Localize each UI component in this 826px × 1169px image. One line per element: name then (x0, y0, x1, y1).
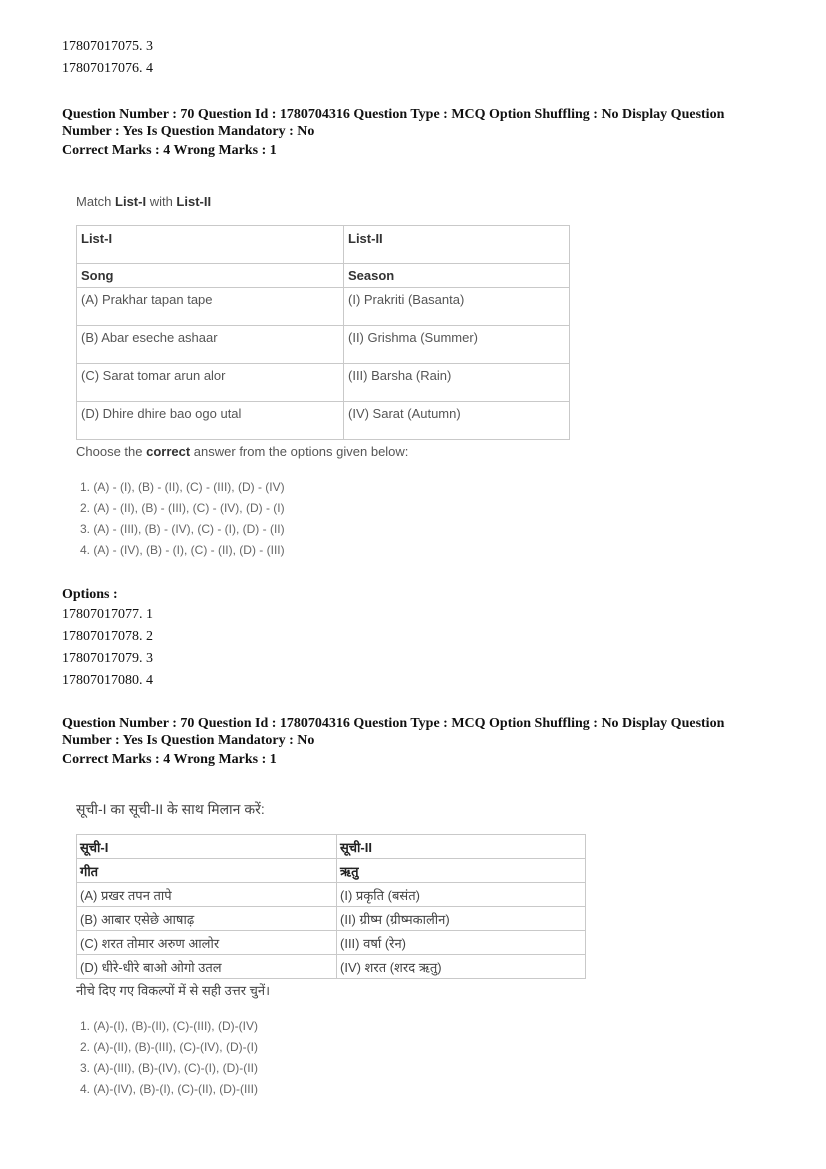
option-number: 4 (146, 673, 153, 688)
choose-instruction (76, 444, 408, 459)
table-cell: (I) प्रकृति (बसंत) (337, 883, 586, 907)
col-sub-song: Song (77, 264, 344, 288)
choose-text: Choose the (76, 444, 147, 459)
option-number: 1 (146, 607, 153, 622)
match-instruction-hindi: सूची-I का सूची-II के साथ मिलान करें: (76, 801, 265, 817)
question-marks: Correct Marks : 4 Wrong Marks : 1 (62, 752, 277, 767)
table-cell: (B) आबार एसेछे आषाढ़ (77, 907, 337, 931)
answer-choice: 3. (A)-(III), (B)-(IV), (C)-(I), (D)-(II) (80, 1061, 258, 1075)
table-cell: (IV) Sarat (Autumn) (344, 402, 570, 440)
option-line: 17807017077. 1 (62, 607, 153, 622)
option-line: 17807017078. 2 (62, 629, 153, 644)
list-i-label: List-I (115, 194, 147, 209)
table-row (77, 288, 570, 326)
option-id: 17807017078 (62, 629, 139, 644)
question-header: Question Number : 70 Question Id : 1780704316 Question Type : MCQ Option Shuffling : No Display Question (62, 716, 725, 731)
question-header: Question Number : 70 Question Id : 1780704316 Question Type : MCQ Option Shuffling : No Display Question (62, 107, 725, 122)
table-cell: (III) वर्षा (रेन) (337, 931, 586, 955)
table-cell: (D) Dhire dhire bao ogo utal (77, 402, 344, 440)
answer-choice: 4. (A)-(IV), (B)-(I), (C)-(II), (D)-(III) (80, 1082, 258, 1096)
answer-choice: 1. (A)-(I), (B)-(II), (C)-(III), (D)-(IV) (80, 1019, 258, 1033)
col-sub-season: Season (344, 264, 570, 288)
choose-instruction-hindi: नीचे दिए गए विकल्पों में से सही उत्तर चुनें। (76, 983, 271, 998)
table-row (77, 931, 586, 955)
answer-choice: 3. (A) - (III), (B) - (IV), (C) - (I), (D) - (II) (80, 522, 285, 536)
col-header-suchi-i: सूची-I (77, 835, 337, 859)
col-header-list-i: List-I (77, 226, 344, 264)
options-label: Options : (62, 587, 118, 602)
table-cell: (A) Prakhar tapan tape (77, 288, 344, 326)
question-marks: Correct Marks : 4 Wrong Marks : 1 (62, 143, 277, 158)
table-row (77, 402, 570, 440)
table-row (77, 883, 586, 907)
table-cell: (II) Grishma (Summer) (344, 326, 570, 364)
match-text: Match (76, 194, 116, 209)
answer-choices (80, 477, 285, 561)
option-id: 17807017079 (62, 651, 139, 666)
table-row (77, 859, 586, 883)
col-header-suchi-ii: सूची-II (337, 835, 586, 859)
match-instruction (76, 194, 211, 209)
answer-choice: 4. (A) - (IV), (B) - (I), (C) - (II), (D) - (III) (80, 543, 285, 557)
table-cell: (I) Prakriti (Basanta) (344, 288, 570, 326)
answer-choice: 1. (A) - (I), (B) - (II), (C) - (III), (D) - (IV) (80, 480, 285, 494)
match-table-hindi (76, 834, 586, 979)
option-line: 17807017076. 4 (62, 61, 153, 76)
option-number: 4 (146, 61, 153, 76)
table-cell: (II) ग्रीष्म (ग्रीष्मकालीन) (337, 907, 586, 931)
table-row (77, 955, 586, 979)
option-number: 3 (146, 39, 153, 54)
table-cell: (D) धीरे-धीरे बाओ ओगो उतल (77, 955, 337, 979)
question-header-cont: Number : Yes Is Question Mandatory : No (62, 733, 315, 748)
choose-text: answer from the options given below: (190, 444, 409, 459)
list-ii-label: List-II (176, 194, 212, 209)
option-id: 17807017080 (62, 673, 139, 688)
option-line: 17807017075. 3 (62, 39, 153, 54)
choose-emphasis: correct (146, 444, 191, 459)
table-cell: (A) प्रखर तपन तापे (77, 883, 337, 907)
option-number: 2 (146, 629, 153, 644)
match-text: with (146, 194, 177, 209)
col-sub-ritu: ऋतु (337, 859, 586, 883)
table-row (77, 226, 570, 264)
table-row (77, 326, 570, 364)
table-row (77, 264, 570, 288)
answer-choices-hindi (80, 1016, 258, 1100)
option-id: 17807017077 (62, 607, 139, 622)
answer-choice: 2. (A)-(II), (B)-(III), (C)-(IV), (D)-(I) (80, 1040, 258, 1054)
option-line: 17807017079. 3 (62, 651, 153, 666)
answer-choice: 2. (A) - (II), (B) - (III), (C) - (IV), (D) - (I) (80, 501, 285, 515)
col-sub-geet: गीत (77, 859, 337, 883)
table-cell: (C) Sarat tomar arun alor (77, 364, 344, 402)
table-row (77, 907, 586, 931)
option-line: 17807017080. 4 (62, 673, 153, 688)
option-id: 17807017076 (62, 61, 139, 76)
match-table (76, 225, 570, 440)
question-header-cont: Number : Yes Is Question Mandatory : No (62, 124, 315, 139)
table-cell: (C) शरत तोमार अरुण आलोर (77, 931, 337, 955)
table-cell: (III) Barsha (Rain) (344, 364, 570, 402)
table-row (77, 364, 570, 402)
option-number: 3 (146, 651, 153, 666)
table-cell: (IV) शरत (शरद ऋतु) (337, 955, 586, 979)
table-cell: (B) Abar eseche ashaar (77, 326, 344, 364)
table-row (77, 835, 586, 859)
option-id: 17807017075 (62, 39, 139, 54)
col-header-list-ii: List-II (344, 226, 570, 264)
